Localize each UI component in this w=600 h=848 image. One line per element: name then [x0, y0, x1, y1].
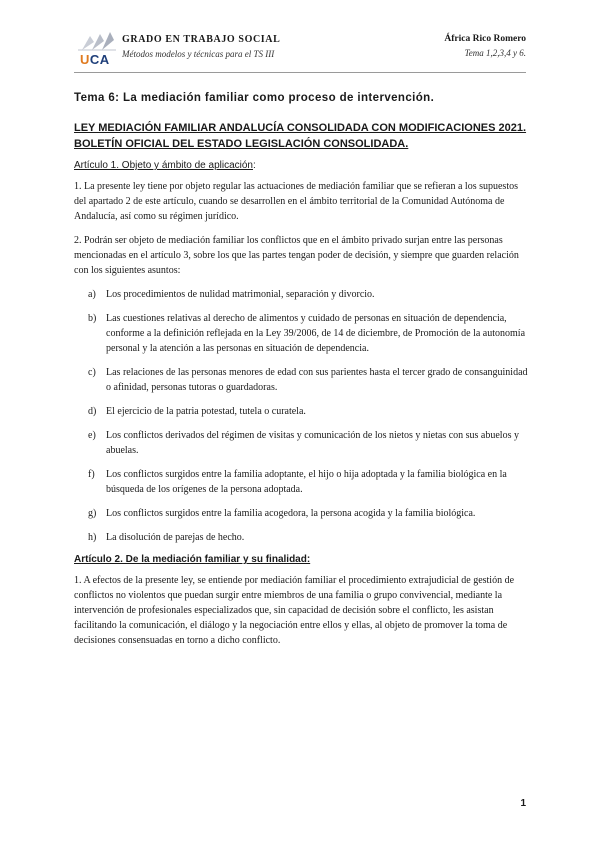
list-item-text: Los conflictos surgidos entre la familia acogedora, la persona acogida y la familia biológica. [106, 508, 476, 519]
list-item-text: Las cuestiones relativas al derecho de alimentos y cuidado de personas en situación de dependencia, conforme a la definición reflejada en la Ley 39/2006, de 14 de diciembre, de Promoción de la autonomía personal y la atención a las personas en situación de dependencia. [106, 313, 526, 354]
subject-list [74, 287, 528, 545]
list-item-marker: c) [88, 367, 96, 378]
list-item-marker: d) [88, 406, 97, 417]
list-item-marker: h) [88, 532, 97, 543]
topic-heading: Tema 6: La mediación familiar como proceso de intervención. [74, 92, 435, 104]
list-item-marker: e) [88, 430, 96, 441]
author-name: África Rico Romero [444, 34, 526, 44]
list-item [74, 467, 528, 497]
list-item-marker: g) [88, 508, 97, 519]
list-item-text: Los conflictos surgidos entre la familia adoptante, el hijo o hija adoptada y la familia biológica en la búsqueda de los orígenes de la persona adoptada. [106, 469, 507, 495]
list-item [74, 506, 528, 521]
list-item-text: Las relaciones de las personas menores de edad con sus parientes hasta el tercer grado de consanguinidad o afinidad, personas tutoras o guardadoras. [106, 367, 528, 393]
list-item-text: El ejercicio de la patria potestad, tutela o curatela. [106, 406, 306, 417]
logo-mark-icon [76, 30, 120, 52]
course-title: GRADO EN TRABAJO SOCIAL [122, 34, 281, 45]
article-2-heading-text: Artículo 2. De la mediación familiar y su finalidad: [74, 554, 311, 565]
logo-text: UCA [80, 52, 110, 67]
law-title: LEY MEDIACIÓN FAMILIAR ANDALUCÍA CONSOLIDADA CON MODIFICACIONES 2021. BOLETÍN OFICIAL DEL ESTADO LEGISLACIÓN CONSOLIDADA. [74, 122, 527, 150]
list-item [74, 287, 528, 302]
article-1-heading-colon: : [252, 160, 256, 171]
list-item-marker: a) [88, 289, 96, 300]
list-item-text: La disolución de parejas de hecho. [106, 532, 245, 543]
page-header [74, 28, 526, 73]
course-subtitle: Métodos modelos y técnicas para el TS III [122, 49, 275, 59]
document-body [74, 92, 528, 657]
list-item-marker: f) [88, 469, 95, 480]
article-1-heading [74, 160, 528, 171]
page-number: 1 [520, 798, 526, 809]
article-1-heading-text: Artículo 1. Objeto y ámbito de aplicación [74, 160, 253, 171]
topics-label: Tema 1,2,3,4 y 6. [464, 48, 526, 58]
article-2-heading [74, 554, 528, 565]
list-item-text: Los procedimientos de nulidad matrimonial, separación y divorcio. [106, 289, 375, 300]
university-logo [76, 30, 120, 68]
list-item [74, 428, 528, 458]
list-item [74, 530, 528, 545]
list-item-marker: b) [88, 313, 97, 324]
list-item [74, 365, 528, 395]
article-1-paragraph-1: 1. La presente ley tiene por objeto regular las actuaciones de mediación familiar que se refieran a los supuestos del apartado 2 de este artículo, cuando se desarrollen en el ámbito territorial de la Comunidad Autónoma de Andalucía, así como su régimen jurídico. [74, 181, 518, 222]
article-1-paragraph-2: 2. Podrán ser objeto de mediación familiar los conflictos que en el ámbito privado surjan entre las personas mencionadas en el artículo 3, sobre los que las partes tengan poder de decisión, y siempre que guarden relación con los siguientes asuntos: [74, 235, 519, 276]
list-item [74, 311, 528, 356]
list-item-text: Los conflictos derivados del régimen de visitas y comunicación de los nietos y nietas con sus abuelos y abuelas. [106, 430, 519, 456]
list-item [74, 404, 528, 419]
article-2-paragraph-1: 1. A efectos de la presente ley, se entiende por mediación familiar el procedimiento extrajudicial de gestión de conflictos no violentos que puedan surgir entre miembros de una familia o grupo convivencial, mediante la intervención de profesionales especializados que, sin capacidad de decisión sobre el conflicto, les asistan facilitando la comunicación, el diálogo y la negociación entre ellos y ellas, al objeto de promover la toma de decisiones consensuadas en torno a dicho conflicto. [74, 575, 515, 646]
